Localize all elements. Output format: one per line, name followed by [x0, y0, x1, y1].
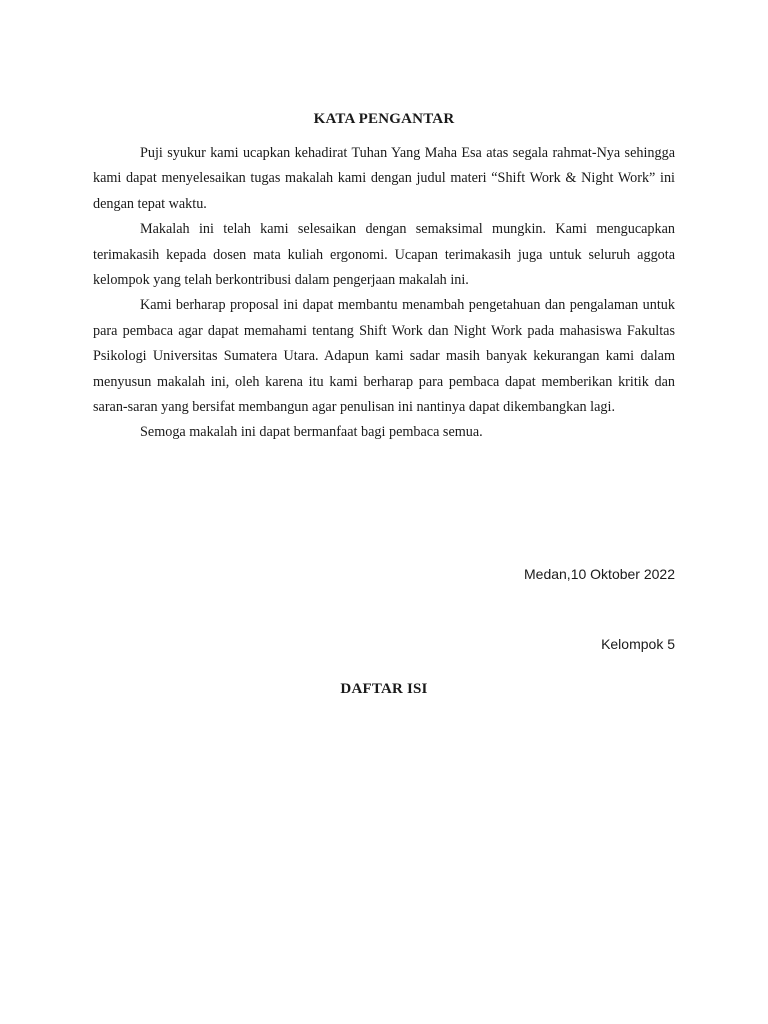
paragraph-2: Makalah ini telah kami selesaikan dengan semaksimal mungkin. Kami mengucapkan terimakasih kepada dosen mata kuliah ergonomi. Ucapan terimakasih juga untuk seluruh aggota kelompok yang telah berkontribusi dalam pengerjaan makalah ini. [93, 221, 675, 289]
section-title-daftar-isi: DAFTAR ISI [340, 681, 428, 697]
page-title: KATA PENGANTAR [313, 111, 455, 127]
paragraph-1: Puji syukur kami ucapkan kehadirat Tuhan Yang Maha Esa atas segala rahmat-Nya sehingga kami dapat menyelesaikan tugas makalah kami dengan judul materi “Shift Work & Night Work” ini dengan tepat waktu. [93, 145, 675, 212]
paragraph-3: Kami berharap proposal ini dapat membantu menambah pengetahuan dan pengalaman untuk para pembaca agar dapat memahami tentang Shift Work dan Night Work pada mahasiswa Fakultas Psikologi Universitas Sumatera Utara. Adapun kami sadar masih banyak kekurangan kami dalam menyusun makalah ini, oleh karena itu kami berharap para pembaca dapat memberikan kritik dan saran-saran yang bersifat membangun agar penulisan ini nantinya dapat dikembangkan lagi. [93, 297, 675, 416]
paragraph-4: Semoga makalah ini dapat bermanfaat bagi pembaca semua. [140, 424, 483, 441]
body-text [93, 141, 675, 446]
signature-group: Kelompok 5 [601, 636, 675, 652]
place-date: Medan,10 Oktober 2022 [524, 566, 675, 582]
